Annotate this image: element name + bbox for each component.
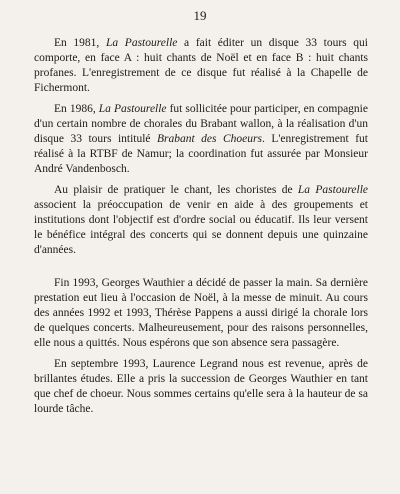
paragraph-1-span-1: En 1981, xyxy=(54,37,106,49)
paragraph-5-span-1: En septembre 1993, Laurence Legrand nous est revenue, après de brillantes études. Elle a pris la succession de Georges Wauthier en tant que chef de choeur. Nous sommes certains qu'elle sera à la hauteur de sa lourde tâche. xyxy=(34,358,368,415)
paragraph-2-span-4: Brabant des Choeurs xyxy=(157,133,262,145)
paragraph-charity xyxy=(34,183,368,258)
paragraph-3-span-1: Au plaisir de pratiquer le chant, les choristes de xyxy=(54,184,298,196)
paragraph-3-span-2: La Pastourelle xyxy=(297,184,368,196)
paragraph-2-span-1: En 1986, xyxy=(54,103,99,115)
paragraph-2-span-5: . L'enregistrement fut réalisé à la RTBF de Namur; la coordination fut assurée par Monsieur André Vandenbosch. xyxy=(34,133,368,175)
paragraph-1981-record xyxy=(34,36,368,96)
body-text xyxy=(34,36,368,423)
paragraph-2-span-3: fut sollicitée pour participer, en compagnie d'un certain nombre de chorales du Brabant wallon, à la réalisation d'un disque 33 tours intitulé xyxy=(34,103,368,145)
paragraph-3-span-3: associent la préoccupation de venir en aide à des groupements et institutions dont l'objectif est d'ordre social ou éducatif. Ils leur versent le bénéfice intégral des concerts qui se donnent depuis une quinzaine d'années. xyxy=(34,199,368,256)
paragraph-1-span-2: La Pastourelle xyxy=(105,37,178,49)
paragraph-2-span-2: La Pastourelle xyxy=(98,103,167,115)
paragraph-4-span-1: Fin 1993, Georges Wauthier a décidé de passer la main. Sa dernière prestation eut lieu à l'occasion de Noël, à la messe de minuit. Au cours des années 1992 et 1993, Thérèse Pappens a aussi dirigé la chorale lors de quelques concerts. Malheureusement, pour des raisons personnelles, elle nous a quittés. Nous espérons que son absence sera passagère. xyxy=(34,277,368,349)
paragraph-1-span-3: a fait éditer un disque 33 tours qui comporte, en face A : huit chants de Noël et en face B : huit chants profanes. L'enregistrement de ce disque fut réalisé à la Chapelle de Fichermont. xyxy=(34,37,369,94)
page-number: 19 xyxy=(193,8,207,23)
paragraph-new-director xyxy=(34,357,368,417)
paragraph-1986-record xyxy=(34,102,368,177)
paragraph-1993-change xyxy=(34,276,368,351)
